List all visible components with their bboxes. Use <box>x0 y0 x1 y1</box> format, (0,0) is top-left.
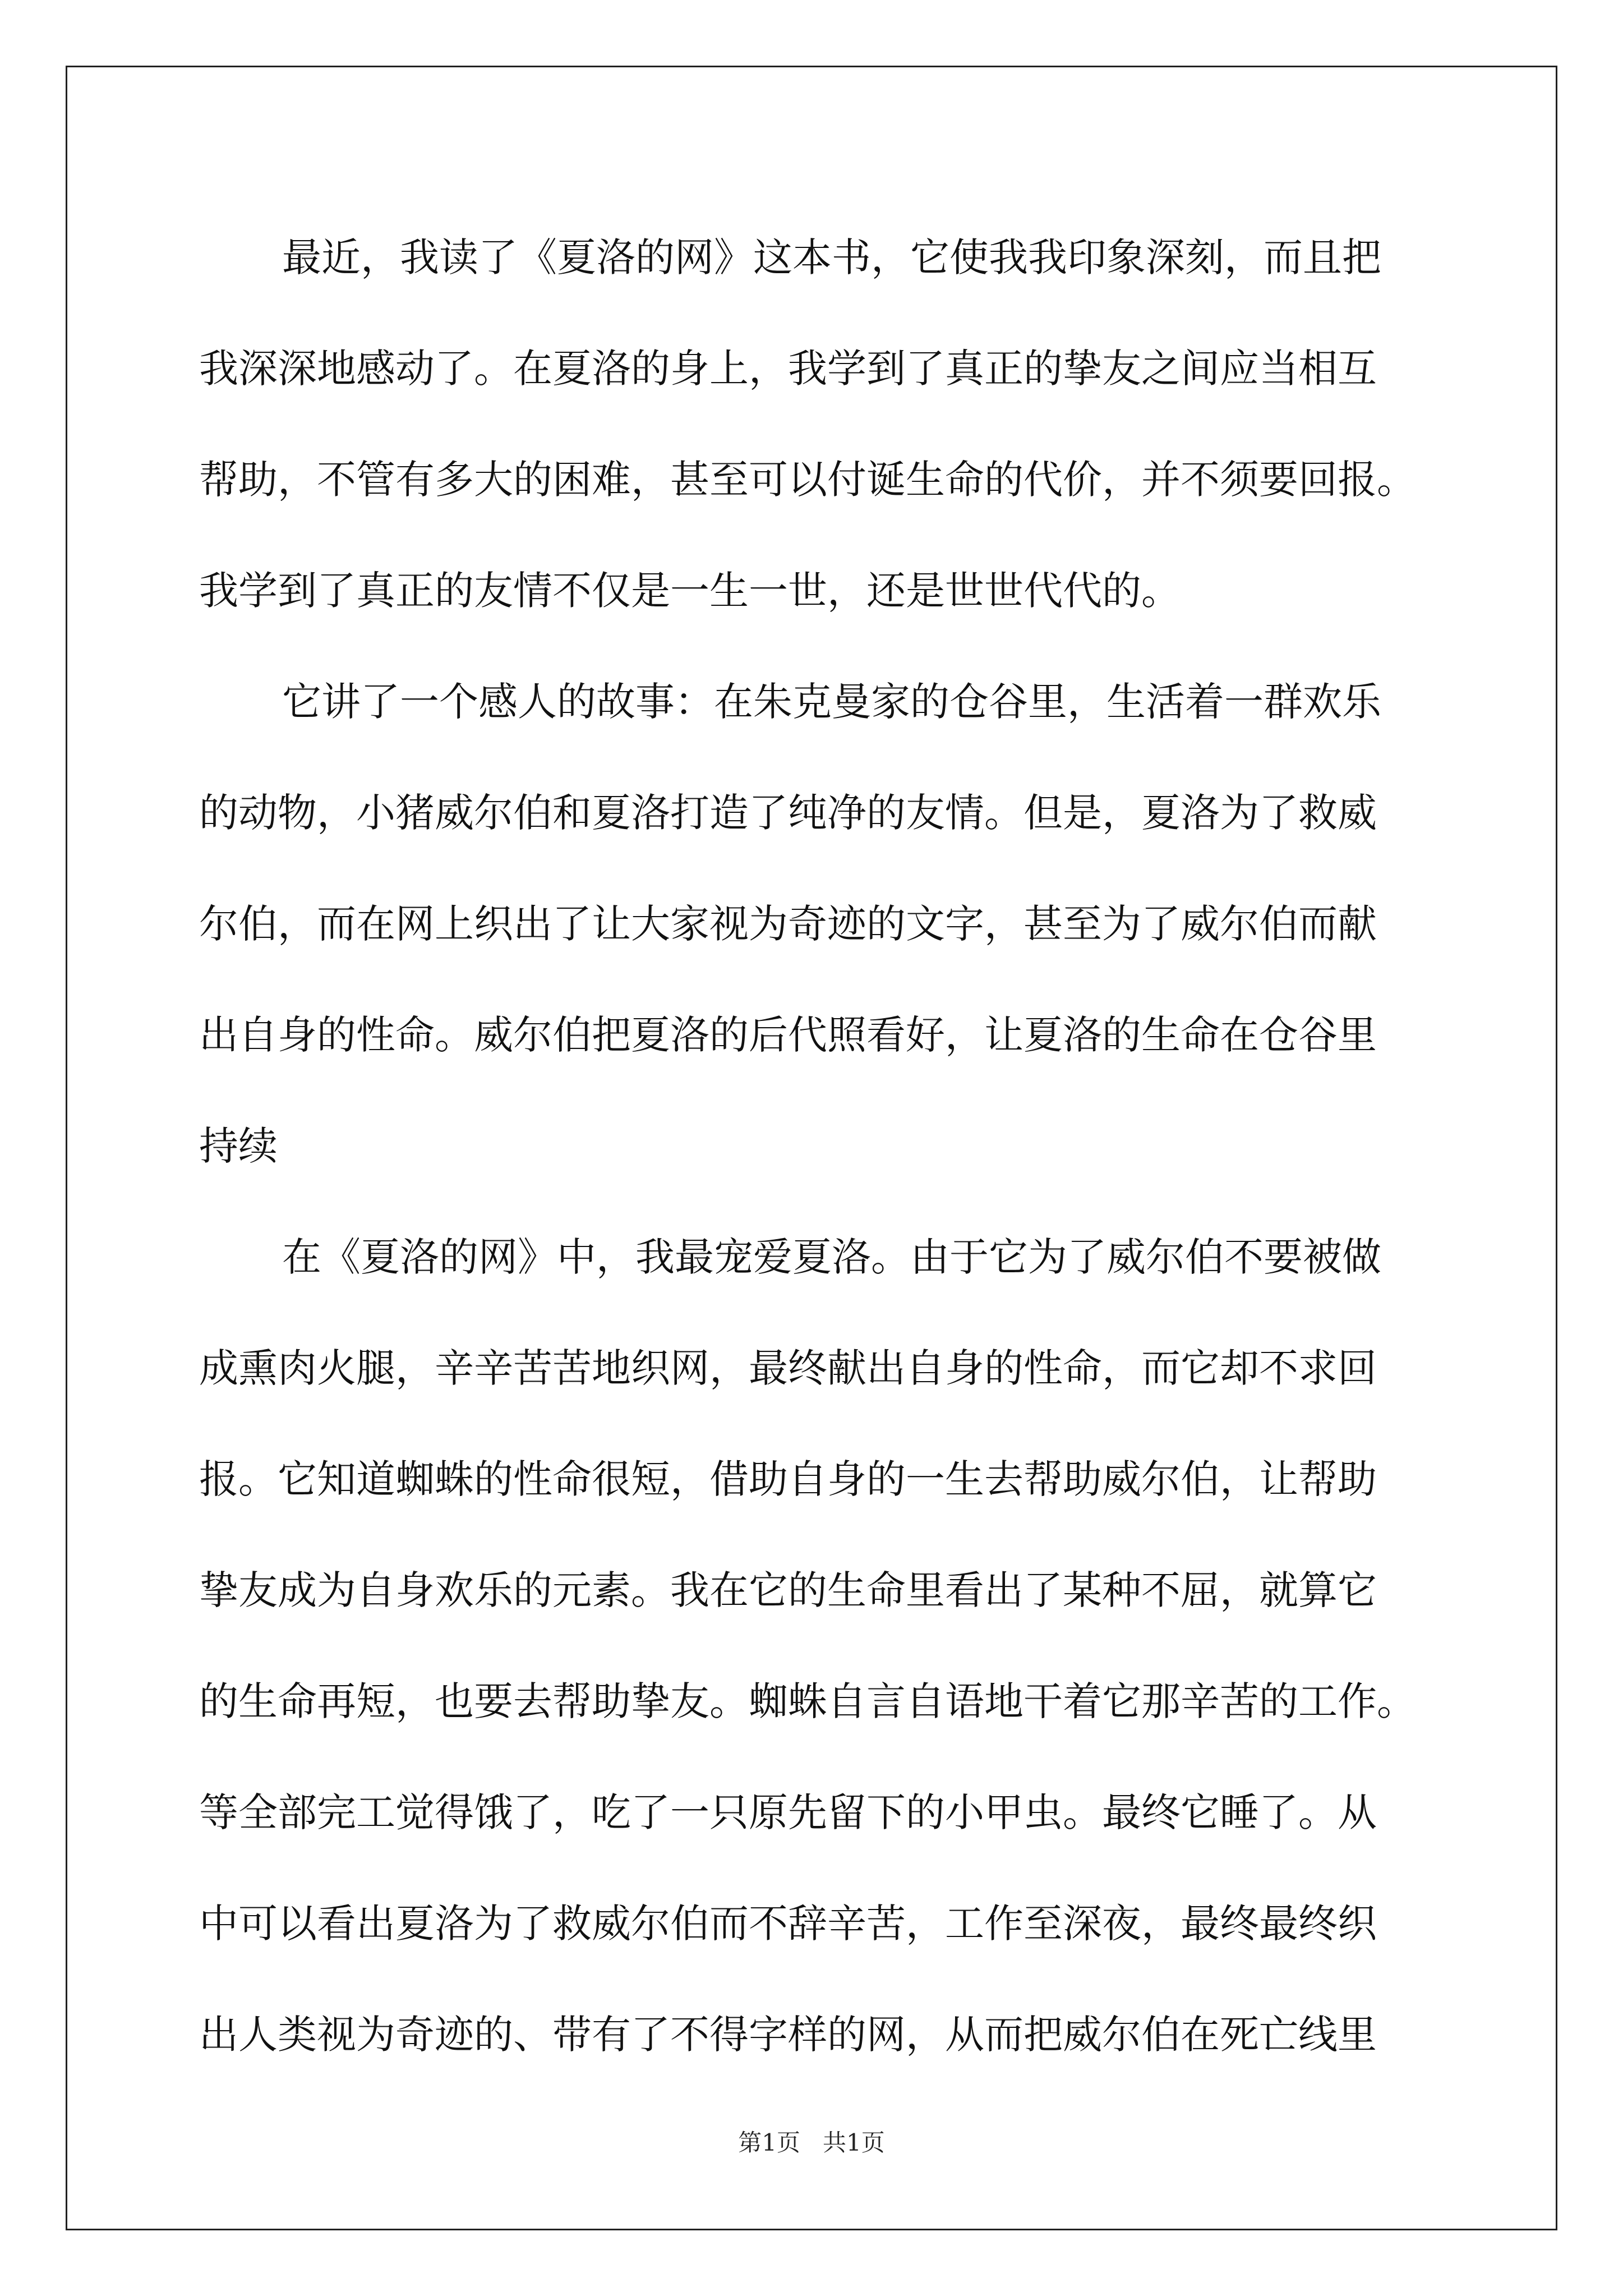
paragraph-2-line-3: 尔伯，而在网上织出了让大家视为奇迹的文字，甚至为了威尔伯而献 <box>199 901 1377 947</box>
paragraph-2-line-1: 它讲了一个感人的故事：在朱克曼家的仓谷里，生活着一群欢乐 <box>282 679 1381 725</box>
paragraph-3-line-2: 成熏肉火腿，辛辛苦苦地织网，最终献出自身的性命，而它却不求回 <box>199 1345 1377 1391</box>
paragraph-3-line-3: 报。它知道蜘蛛的性命很短，借助自身的一生去帮助威尔伯，让帮助 <box>199 1456 1377 1502</box>
paragraph-2-line-4: 出自身的性命。威尔伯把夏洛的后代照看好，让夏洛的生命在仓谷里 <box>199 1012 1377 1058</box>
paragraph-1-line-4: 我学到了真正的友情不仅是一生一世，还是世世代代的。 <box>199 568 1181 614</box>
paragraph-3-line-4: 挚友成为自身欢乐的元素。我在它的生命里看出了某种不屈，就算它 <box>199 1567 1377 1613</box>
paragraph-2-line-5: 持续 <box>199 1123 278 1169</box>
paragraph-3-line-8: 出人类视为奇迹的、带有了不得字样的网，从而把威尔伯在死亡线里 <box>199 2012 1377 2058</box>
paragraph-3-line-6: 等全部完工觉得饿了，吃了一只原先留下的小甲虫。最终它睡了。从 <box>199 1789 1377 1835</box>
paragraph-1-line-3: 帮助，不管有多大的困难，甚至可以付诞生命的代价，并不须要回报。 <box>199 457 1416 503</box>
paragraph-3-line-1: 在《夏洛的网》中，我最宠爱夏洛。由于它为了威尔伯不要被做 <box>282 1234 1381 1280</box>
paragraph-3-line-5: 的生命再短，也要去帮助挚友。蜘蛛自言自语地干着它那辛苦的工作。 <box>199 1678 1416 1724</box>
document-body <box>199 202 1436 2090</box>
paragraph-3-line-7: 中可以看出夏洛为了救威尔伯而不辞辛苦，工作至深夜，最终最终织 <box>199 1901 1377 1947</box>
page-number-footer: 第1页 共1页 <box>738 2129 885 2156</box>
paragraph-1-line-1: 最近，我读了《夏洛的网》这本书，它使我我印象深刻，而且把 <box>282 234 1381 280</box>
paragraph-1-line-2: 我深深地感动了。在夏洛的身上，我学到了真正的挚友之间应当相互 <box>199 346 1377 392</box>
paragraph-2-line-2: 的动物，小猪威尔伯和夏洛打造了纯净的友情。但是，夏洛为了救威 <box>199 790 1377 836</box>
